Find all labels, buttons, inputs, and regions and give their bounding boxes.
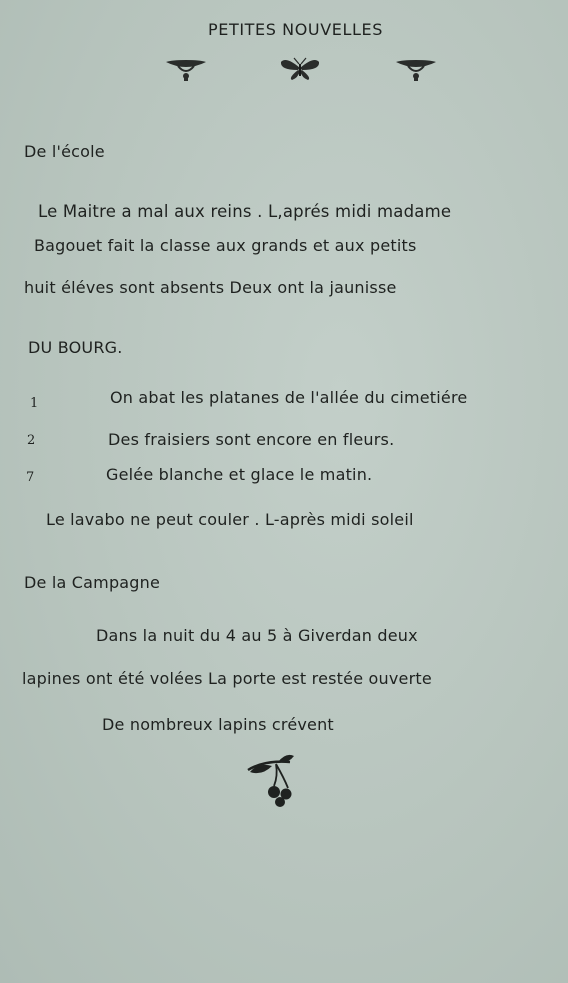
lamp-ornament-icon	[164, 58, 208, 82]
bourg-item-text: On abat les platanes de l'allée du cimetiére	[110, 388, 468, 407]
bourg-item-number: 1	[30, 396, 39, 411]
ecole-line: Le Maitre a mal aux reins . L,aprés midi madame	[38, 202, 452, 221]
page-title: PETITES NOUVELLES	[208, 20, 383, 39]
bourg-footer-line: Le lavabo ne peut couler . L-après midi soleil	[46, 510, 414, 529]
butterfly-icon	[278, 56, 322, 82]
lamp-ornament-icon	[394, 58, 438, 82]
bourg-item-number: 2	[27, 433, 36, 448]
bourg-item-number: 7	[26, 470, 35, 485]
bourg-item-text: Des fraisiers sont encore en fleurs.	[108, 430, 395, 449]
ecole-line: huit éléves sont absents Deux ont la jaunisse	[24, 278, 397, 297]
bourg-item-text: Gelée blanche et glace le matin.	[106, 465, 373, 484]
section-heading-bourg: DU BOURG.	[28, 338, 123, 357]
campagne-line: lapines ont été volées La porte est restée ouverte	[22, 669, 432, 688]
ecole-line: Bagouet fait la classe aux grands et aux petits	[34, 236, 417, 255]
section-heading-ecole: De l'école	[24, 142, 105, 161]
section-heading-campagne: De la Campagne	[24, 573, 161, 592]
campagne-line: De nombreux lapins crévent	[102, 715, 334, 734]
cherry-branch-icon	[244, 750, 300, 810]
campagne-line: Dans la nuit du 4 au 5 à Giverdan deux	[96, 626, 418, 645]
